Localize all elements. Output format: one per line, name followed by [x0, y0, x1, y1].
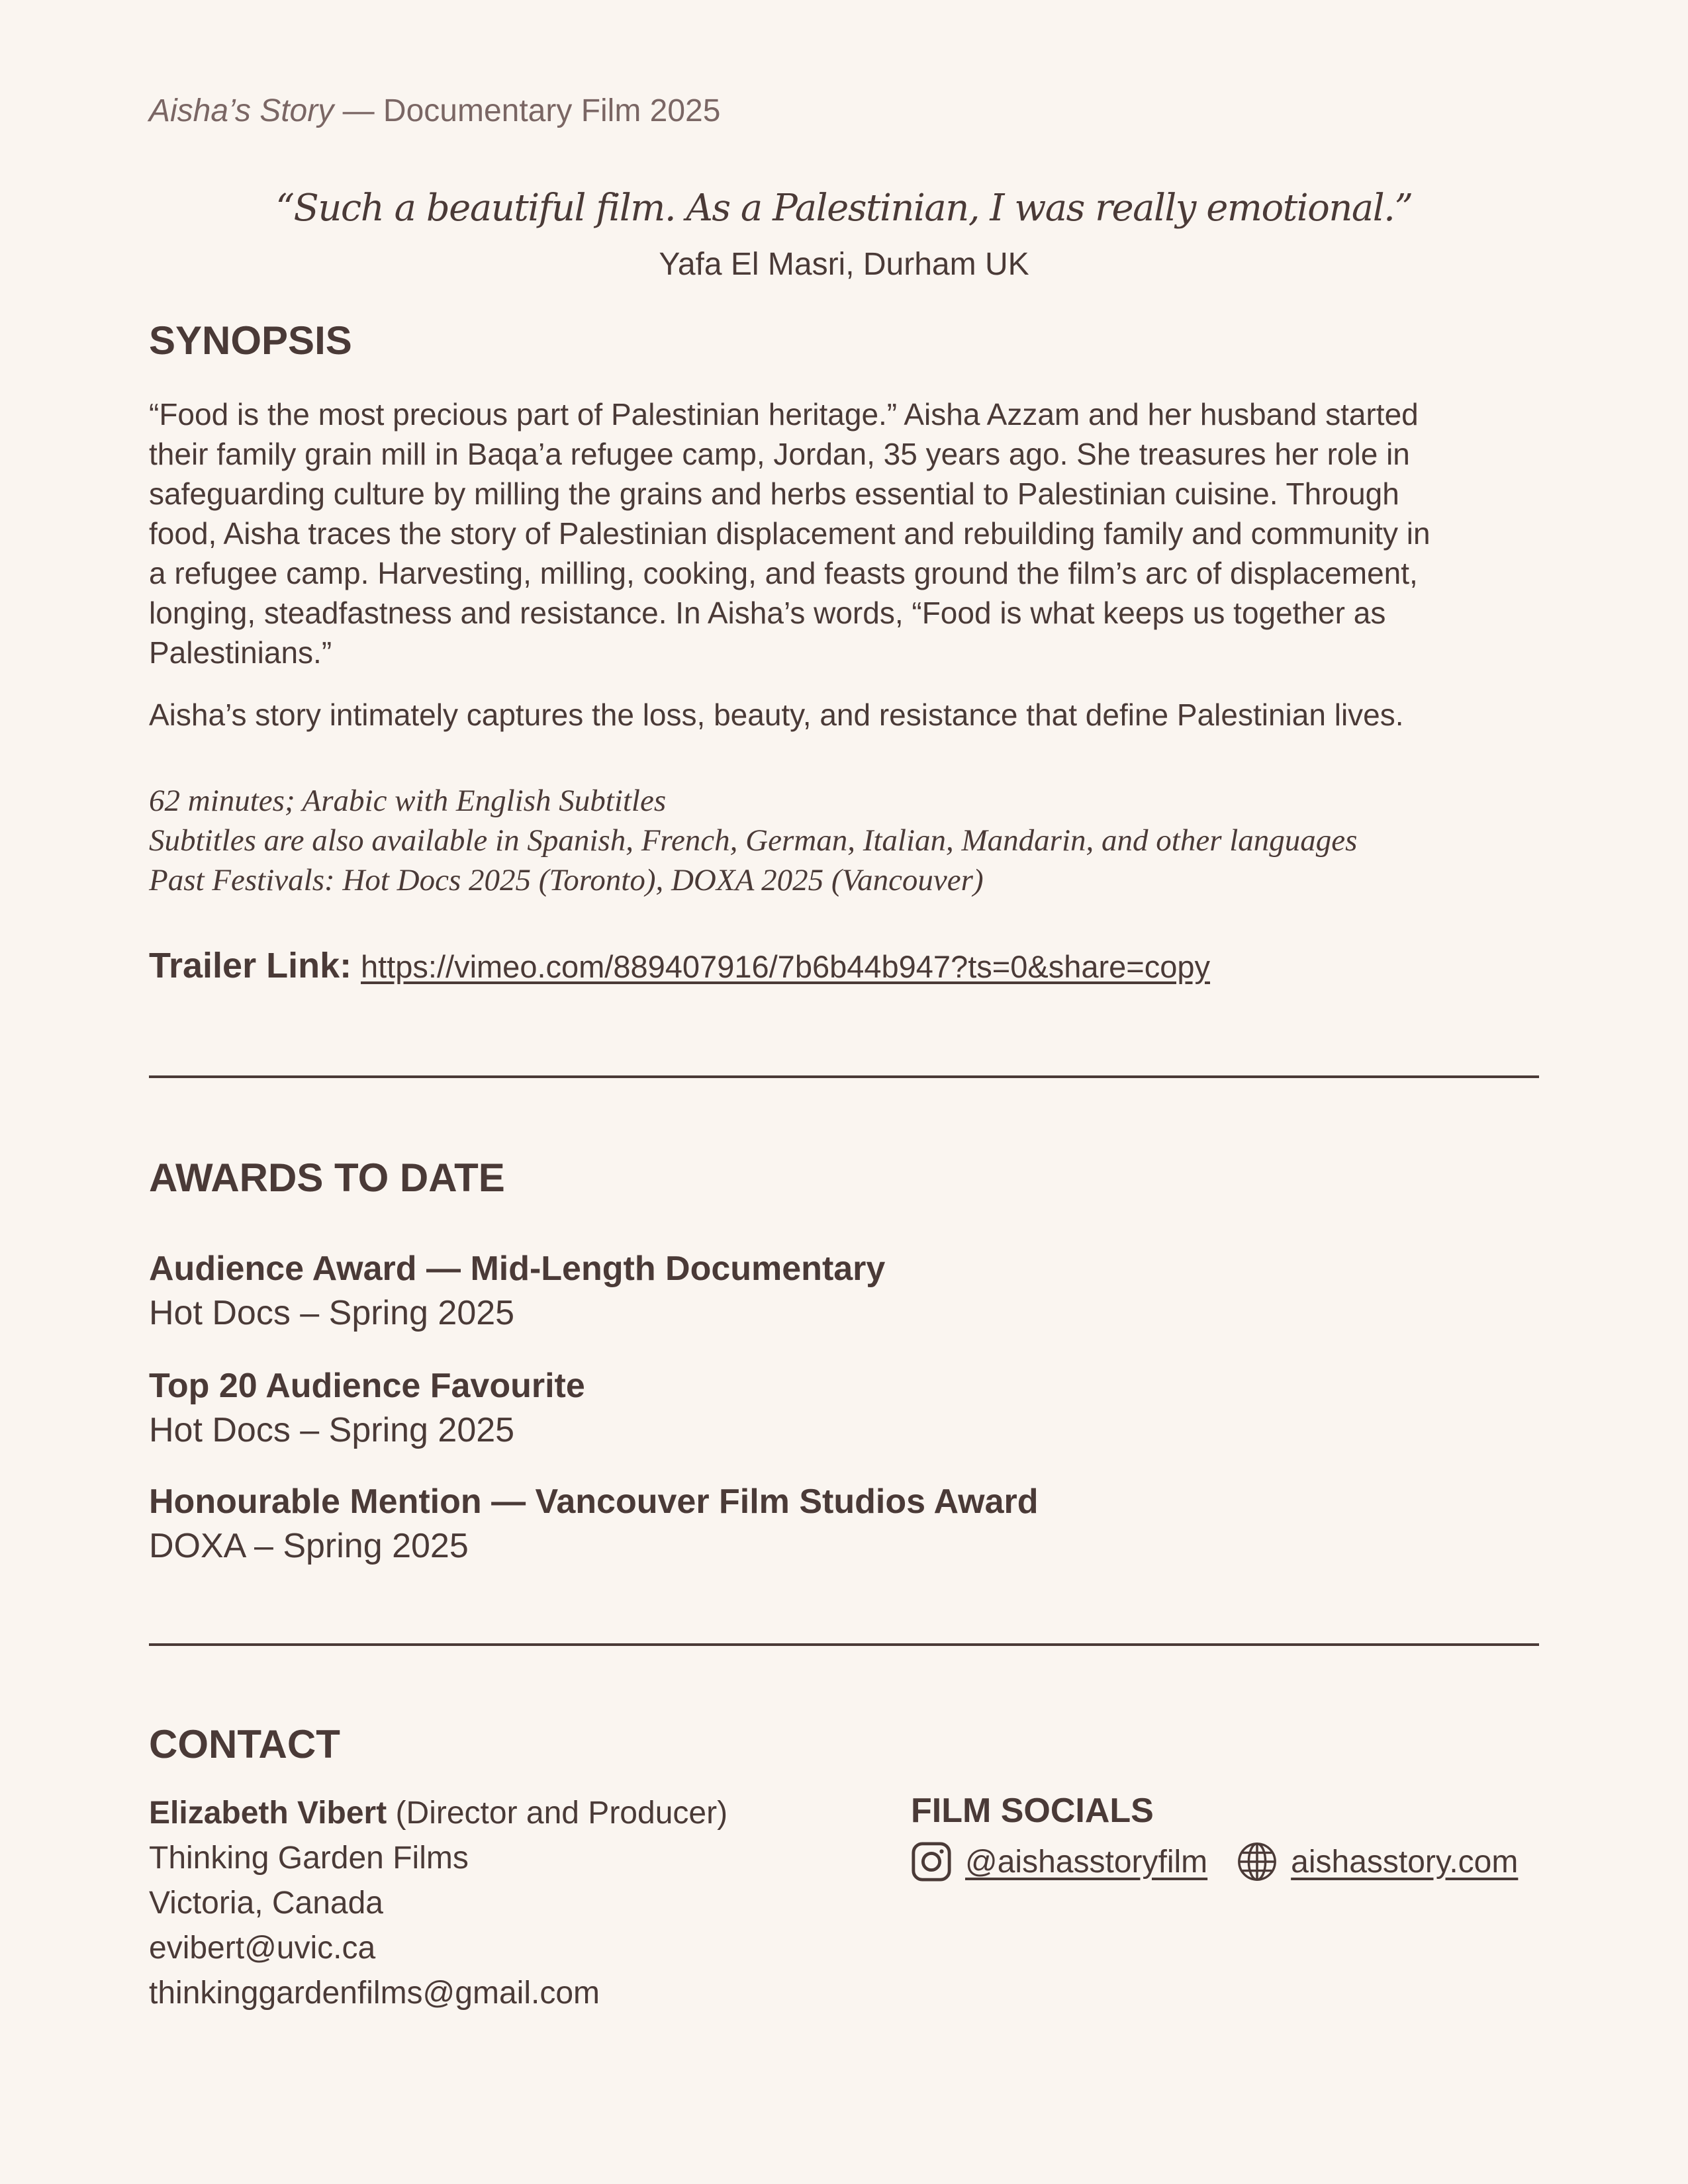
- film-details: [149, 781, 1357, 900]
- contact-block: [149, 1791, 727, 2016]
- award-event: DOXA – Spring 2025: [149, 1527, 469, 1565]
- synopsis-paragraph: [149, 394, 1430, 735]
- contact-role: (Director and Producer): [387, 1796, 728, 1831]
- socials-heading: FILM SOCIALS: [911, 1792, 1154, 1830]
- synopsis-line: longing, steadfastness and resistance. In Aisha’s words, “Food is what keeps us together as: [149, 596, 1386, 630]
- testimonial-quote: “Such a beautiful film. As a Palestinian, I was really emotional.”: [275, 187, 1413, 230]
- contact-heading: CONTACT: [149, 1722, 340, 1766]
- contact-location: Victoria, Canada: [149, 1886, 383, 1921]
- globe-icon: [1237, 1841, 1278, 1882]
- website-link[interactable]: aishasstory.com: [1291, 1844, 1519, 1880]
- testimonial-attribution: Yafa El Masri, Durham UK: [659, 247, 1029, 282]
- synopsis-line: “Food is the most precious part of Palestinian heritage.” Aisha Azzam and her husband started: [149, 397, 1419, 432]
- document-header: [149, 93, 720, 129]
- award-item: [149, 1247, 885, 1336]
- award-event: Hot Docs – Spring 2025: [149, 1411, 515, 1449]
- instagram-link[interactable]: @aishasstoryfilm: [965, 1844, 1208, 1880]
- award-title: Top 20 Audience Favourite: [149, 1367, 585, 1405]
- synopsis-line: a refugee camp. Harvesting, milling, cooking, and feasts ground the film’s arc of displacement,: [149, 556, 1418, 590]
- runtime-language: 62 minutes; Arabic with English Subtitles: [149, 784, 667, 818]
- award-title: Honourable Mention — Vancouver Film Studios Award: [149, 1482, 1039, 1521]
- instagram-icon: [911, 1841, 952, 1882]
- synopsis-line: Palestinians.”: [149, 635, 332, 670]
- subtitle-languages: Subtitles are also available in Spanish, French, German, Italian, Mandarin, and other languages: [149, 823, 1358, 858]
- award-item: [149, 1364, 585, 1453]
- contact-email[interactable]: evibert@uvic.ca: [149, 1931, 376, 1966]
- award-item: [149, 1480, 1039, 1569]
- contact-company: Thinking Garden Films: [149, 1841, 469, 1876]
- trailer-label: Trailer Link:: [149, 946, 352, 985]
- award-event: Hot Docs – Spring 2025: [149, 1294, 515, 1332]
- trailer-link[interactable]: https://vimeo.com/889407916/7b6b44b947?ts=0&share=copy: [361, 949, 1210, 984]
- award-title: Audience Award — Mid-Length Documentary: [149, 1250, 886, 1288]
- socials-row: [911, 1841, 1518, 1882]
- trailer-row: [149, 945, 1210, 986]
- film-subtitle: — Documentary Film 2025: [334, 93, 721, 128]
- divider: [149, 1643, 1539, 1646]
- past-festivals: Past Festivals: Hot Docs 2025 (Toronto), DOXA 2025 (Vancouver): [149, 863, 984, 897]
- synopsis-line: their family grain mill in Baqa’a refugee camp, Jordan, 35 years ago. She treasures her role in: [149, 437, 1410, 471]
- synopsis-line: safeguarding culture by milling the grains and herbs essential to Palestinian cuisine. Through: [149, 477, 1399, 511]
- film-title: Aisha’s Story: [149, 93, 334, 128]
- synopsis-line: food, Aisha traces the story of Palestinian displacement and rebuilding family and community in: [149, 516, 1430, 551]
- divider: [149, 1075, 1539, 1078]
- synopsis-heading: SYNOPSIS: [149, 318, 352, 363]
- synopsis-summary: Aisha’s story intimately captures the loss, beauty, and resistance that define Palestinian lives.: [149, 698, 1404, 732]
- contact-email[interactable]: thinkinggardenfilms@gmail.com: [149, 1976, 600, 2011]
- awards-heading: AWARDS TO DATE: [149, 1156, 505, 1200]
- contact-name: Elizabeth Vibert: [149, 1796, 387, 1831]
